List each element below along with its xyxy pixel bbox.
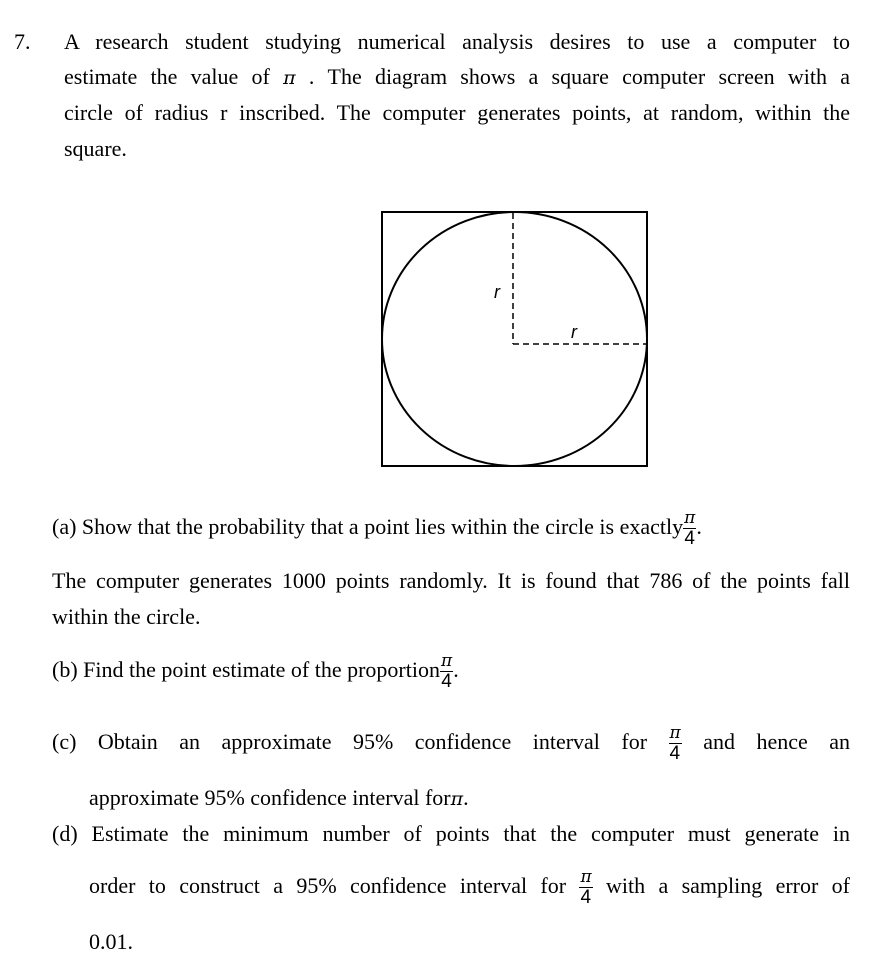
intro-line-2 bbox=[64, 59, 850, 96]
fraction-denominator: 4 bbox=[580, 887, 592, 909]
part-c-line-2 bbox=[89, 780, 469, 817]
pi-over-4-fraction bbox=[669, 723, 682, 764]
intro-line-2-text-b: . The diagram shows a square computer screen with a bbox=[308, 64, 850, 89]
intro-line-1: A research student studying numerical analysis desires to use a computer to bbox=[64, 29, 850, 54]
part-c-text-b: and hence an bbox=[703, 729, 851, 754]
part-b-end: . bbox=[453, 657, 459, 682]
part-d-text-a: order to construct a 95% confidence interval for bbox=[89, 873, 567, 898]
pi-symbol: π bbox=[283, 67, 296, 89]
fraction-numerator: π bbox=[441, 651, 453, 672]
question-number: 7. bbox=[14, 29, 31, 54]
fraction-denominator: 4 bbox=[684, 528, 695, 550]
intro-line-3: circle of radius r inscribed. The computer generates points, at random, within the bbox=[64, 100, 850, 125]
intro-line-2-text-a: estimate the value of bbox=[64, 64, 270, 89]
info-line-2: within the circle. bbox=[52, 604, 201, 629]
pi-over-4-fraction bbox=[440, 651, 453, 692]
fraction-numerator: π bbox=[684, 508, 696, 529]
inscribed-circle bbox=[382, 212, 647, 466]
fraction-numerator: π bbox=[580, 867, 592, 888]
part-d-line-2 bbox=[89, 866, 850, 908]
part-b-text: (b) Find the point estimate of the proportion bbox=[52, 657, 440, 682]
square-circle-diagram bbox=[381, 211, 649, 468]
part-a bbox=[52, 507, 702, 549]
part-c-line-2-end: . bbox=[463, 785, 469, 810]
radius-label-vertical: r bbox=[494, 282, 500, 302]
fraction-denominator: 4 bbox=[669, 743, 681, 765]
info-line-1: The computer generates 1000 points randomly. It is found that 786 of the points fall bbox=[52, 568, 850, 593]
part-c-line-1 bbox=[52, 722, 850, 764]
part-d-line-1: (d) Estimate the minimum number of points that the computer must generate in bbox=[52, 821, 850, 846]
fraction-denominator: 4 bbox=[441, 671, 452, 693]
pi-over-4-fraction bbox=[579, 867, 592, 908]
radius-label-horizontal: r bbox=[571, 322, 577, 342]
part-c-text-a: (c) Obtain an approximate 95% confidence interval for bbox=[52, 729, 648, 754]
part-a-end: . bbox=[696, 514, 702, 539]
intro-line-4: square. bbox=[64, 136, 127, 161]
part-c-line-2-text: approximate 95% confidence interval for bbox=[89, 785, 451, 810]
pi-symbol: π bbox=[450, 788, 464, 810]
part-b bbox=[52, 650, 459, 692]
pi-over-4-fraction bbox=[683, 508, 696, 549]
part-d-text-b: with a sampling error of bbox=[605, 873, 851, 898]
square-screen bbox=[382, 212, 647, 466]
part-a-text: (a) Show that the probability that a point lies within the circle is exactly bbox=[52, 514, 684, 539]
part-d-line-3: 0.01. bbox=[89, 929, 133, 954]
fraction-numerator: π bbox=[669, 723, 681, 744]
